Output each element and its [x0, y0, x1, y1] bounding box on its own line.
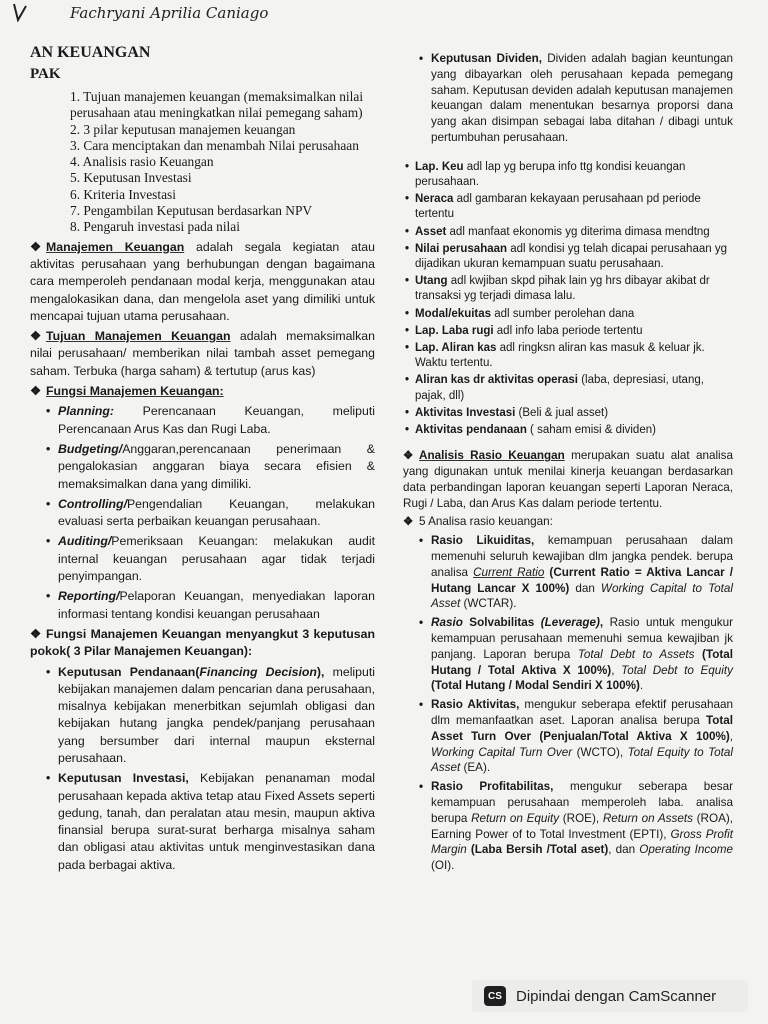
outline-item: 5. Keputusan Investasi: [70, 170, 192, 186]
keputusan-item: • Keputusan Investasi, Kebijakan penanaman modal perusahaan kepada aktiva tetap atau Fixed Assets seperti gedung, tanah, dan peralatan atau mesin, maupun aktiva finansial berupa surat-surat berharga misalnya saham dan obligasi atau aktivitas untuk menginvestasikan dana pada berbagai aktiva.: [46, 771, 375, 872]
fungsi-item: • Planning: Perencanaan Keuangan, meliputi Perencanaan Arus Kas dan Rugi Laba.: [46, 404, 375, 436]
fungsi-item: • Controlling/Pengendalian Keuangan, melakukan evaluasi serta perbaikan keuangan perusahaan.: [46, 496, 375, 529]
document-title: AN KEUANGAN: [30, 44, 151, 61]
keputusan-item: • Keputusan Pendanaan(Financing Decision), meliputi kebijakan manajemen dalam pencarian dana perusahaan, misalnya kebijakan menerbitkan sejumlah obligasi dan kebijakan hutang jangka pendek/panjang perusahaan yang bersumber dari internal maupun eksternal perusahaan.: [46, 664, 375, 765]
term: Tujuan Manajemen Keuangan: [46, 329, 231, 344]
definition-item: • Lap. Laba rugi adl info laba periode tertentu: [405, 324, 643, 337]
definition-text: adalah memaksimalkan nilai perusahaan/ memberikan nilai tambah asset pemegang saham. Terbuka (harga saham) & tertutup (arus kas): [30, 329, 375, 378]
outline-item: 2. 3 pilar keputusan manajemen keuangan: [70, 121, 296, 137]
definition-item: • Aktivitas Investasi (Beli & jual asset): [405, 406, 609, 419]
definition-item: • Utang adl kwjiban skpd pihak lain yg hrs dibayar akibat dr transaksi yg terjadi dimasa lalu.: [405, 275, 710, 303]
rasio-item: • Rasio Likuiditas, kemampuan perusahaan dalam memenuhi seluruh kewajiban dlm jangka pendek. berupa analisa Current Ratio (Current Ratio = Aktiva Lancar / Hutang Lancar X 100%) dan Working Capital to Total Asset (WCTAR).: [419, 534, 733, 611]
document-subtitle: PAK: [30, 66, 61, 82]
fungsi-item: • Auditing/Pemeriksaan Keuangan: melakukan audit internal keuangan perusahaan agar tidak terjadi penyimpangan.: [46, 534, 375, 584]
outline-item: 4. Analisis rasio Keuangan: [70, 154, 214, 170]
definition-item: • Nilai perusahaan adl kondisi yg telah dicapai perusahaan yg dijadikan ukuran kemampuan suatu perusahaan.: [405, 242, 727, 270]
definition-item: • Asset adl manfaat ekonomis yg diterima dimasa mendtng: [405, 225, 710, 238]
outline-item: 1. Tujuan manajemen keuangan (memaksimalkan nilai perusahaan atau meningkatkan nilai pemegang saham): [70, 89, 364, 121]
scanner-text: Dipindai dengan CamScanner: [516, 987, 717, 1005]
outline-item: 8. Pengaruh investasi pada nilai: [70, 219, 240, 235]
fungsi-item: • Reporting/Pelaporan Keuangan, menyediakan laporan informasi tentang kondisi keuangan perusahaan: [46, 589, 375, 621]
fungsi-item: • Budgeting/Anggaran,perencanaan penerimaan & pengalokasian anggaran biaya secara efisien & memaksimalkan dana yang dimiliki.: [46, 441, 375, 491]
lima-rasio-heading: ❖ 5 Analisa rasio keuangan:: [403, 515, 553, 529]
rasio-item: • Rasio Profitabilitas, mengukur seberapa besar kemampuan perusahaan memperoleh laba. analisa berupa Return on Equity (ROE), Return on Assets (ROA), Earning Power of to Total Investment (EPTI), Gross Profit Margin (Laba Bersih /Total aset), dan Operating Income (OI).: [419, 780, 734, 873]
topic-outline: [30, 89, 375, 236]
definition-item: • Lap. Aliran kas adl ringksn aliran kas masuk & keluar jk. Waktu tertentu.: [405, 342, 705, 370]
right-column: [403, 48, 733, 877]
outline-item: 3. Cara menciptakan dan menambah Nilai perusahaan: [70, 137, 359, 153]
outline-item: 6. Kriteria Investasi: [70, 186, 176, 202]
outline-item: 7. Pengambilan Keputusan berdasarkan NPV: [70, 203, 313, 219]
definition-item: • Lap. Keu adl lap yg berupa info ttg kondisi keuangan perusahaan.: [405, 160, 686, 188]
rasio-item: • Rasio Solvabilitas (Leverage), Rasio untuk mengukur kemampuan perusahaan memenuhi semua kewajiban jk panjang. Laporan berupa Total Debt to Assets (Total Hutang / Total Aktiva X 100%), Total Debt to Equity (Total Hutang / Modal Sendiri X 100%).: [419, 616, 734, 693]
fungsi-heading: ❖ Fungsi Manajemen Keuangan:: [30, 384, 224, 399]
camscanner-logo-icon: CS: [484, 986, 506, 1006]
rasio-list: [403, 533, 733, 874]
definitions-list: [403, 160, 733, 438]
handwritten-name: Fachryani Aprilia Caniago: [70, 4, 269, 22]
definition-text: adalah segala kegiatan atau aktivitas perusahaan yang berhubungan dengan bagaimana cara memperoleh pendanaan modal kerja, menggunakan atau mengalokasikan dana, dan mengelola aset yang dimiliki untuk mencapai tujuan utama perusahaan.: [30, 239, 375, 323]
definition-item: • Modal/ekuitas adl sumber perolehan dana: [405, 307, 635, 320]
fungsi3-heading: ❖ Fungsi Manajemen Keuangan menyangkut 3 keputusan pokok( 3 Pilar Manajemen Keuangan):: [30, 626, 375, 659]
left-column: [30, 44, 375, 877]
pen-mark-icon: [8, 2, 34, 22]
analisis-rasio-definition: ❖ Analisis Rasio Keuangan merupakan suatu alat analisa yang digunakan untuk menilai kinerja keuangan berdasarkan data perbandingan laporan keuangan seperti Laporan Neraca, Rugi / Laba, dan Arus Kas dalam periode tertentu.: [403, 449, 733, 510]
rasio-item: • Rasio Aktivitas, mengukur seberapa efektif perusahaan dlm memanfaatkan aset. Laporan analisa berupa Total Asset Turn Over (Penjualan/Total Aktiva X 100%), Working Capital Turn Over (WCTO), Total Equity to Total Asset (EA).: [419, 698, 733, 775]
definition-item: • Aliran kas dr aktivitas operasi (laba, depresiasi, utang, pajak, dll): [405, 374, 704, 402]
scanner-watermark: [472, 980, 748, 1012]
definition-item: • Aktivitas pendanaan ( saham emisi & dividen): [405, 424, 656, 437]
term: Manajemen Keuangan: [46, 239, 185, 254]
manajemen-keuangan-definition: ❖ Manajemen Keuangan adalah segala kegiatan atau aktivitas perusahaan yang berhubungan dengan bagaimana cara memperoleh pendanaan modal kerja, menggunakan atau mengalokasikan dana, dan mengelola aset yang dimiliki untuk mencapai tujuan utama perusahaan.: [30, 239, 375, 323]
tujuan-definition: ❖ Tujuan Manajemen Keuangan adalah memaksimalkan nilai perusahaan/ memberikan nilai tambah asset pemegang saham. Terbuka (harga saham) & tertutup (arus kas): [30, 329, 375, 378]
definition-item: • Neraca adl gambaran kekayaan perusahaan pd periode tertentu: [405, 193, 701, 221]
dividen-item: • Keputusan Dividen, Dividen adalah bagian keuntungan yang dibayarkan oleh perusahaan kepada pemegang saham. Keputusan deviden adalah keputusan manajemen keuangan dalam menentukan besarnya proporsi dana yang akan disimpan sebagai laba ditahan / dibagi untuk pertumbuhan perusahaan.: [419, 52, 733, 144]
